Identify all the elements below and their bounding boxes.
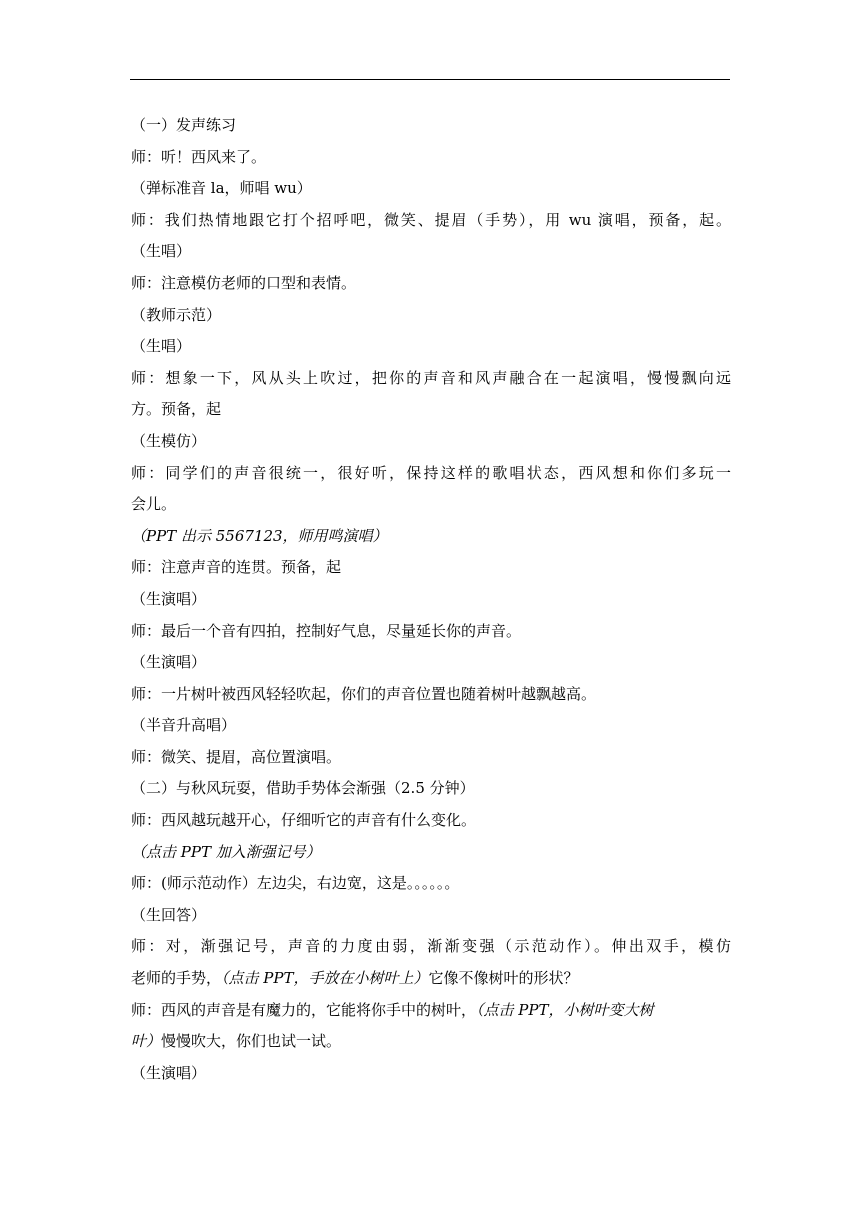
teacher-line: 师：我们热情地跟它打个招呼吧，微笑、提眉（手势），用 wu 演唱，预备，起。 — [131, 210, 731, 229]
teacher-line: 师：(师示范动作）左边尖，右边宽，这是。。。。。。 — [131, 874, 460, 893]
teacher-line: 师：微笑、提眉，高位置演唱。 — [131, 747, 342, 766]
header-rule — [130, 79, 730, 80]
line-text: 师：西风的声音是有魔力的，它能将你手中的树叶， — [131, 1000, 477, 1019]
teacher-line-continued: 方。预备，起 — [131, 400, 222, 419]
line-text: 老师的手势， — [131, 969, 222, 988]
document-body — [131, 110, 731, 1089]
line-text: 慢慢吹大，你们也试一试。 — [161, 1032, 342, 1051]
teacher-line: 师：最后一个音有四拍，控制好气息，尽量延长你的声音。 — [131, 621, 522, 640]
stage-direction: （生回答） — [131, 905, 207, 924]
teacher-line-continued: 会儿。 — [131, 495, 177, 514]
stage-direction-italic: （点击 PPT，手放在小树叶上） — [221, 969, 429, 988]
teacher-line-continued — [131, 1026, 731, 1058]
teacher-line: 师：同学们的声音很统一，很好听，保持这样的歌唱状态，西风想和你们多玩一 — [131, 463, 731, 482]
line-text: 它像不像树叶的形状？ — [428, 969, 579, 988]
section-heading: （二）与秋风玩耍，借助手势体会渐强（2.5 分钟） — [131, 779, 475, 798]
stage-direction: （生演唱） — [131, 1063, 207, 1082]
teacher-line: 师：西风越玩越开心，仔细听它的声音有什么变化。 — [131, 811, 477, 830]
stage-direction: （生唱） — [131, 337, 192, 356]
stage-direction: （生演唱） — [131, 589, 207, 608]
teacher-line: 师：对，渐强记号，声音的力度由弱，渐渐变强（示范动作）。伸出双手，模仿 — [131, 937, 731, 956]
teacher-line: 师：一片树叶被西风轻轻吹起，你们的声音位置也随着树叶越飘越高。 — [131, 684, 597, 703]
stage-direction: （弹标准音 la，师唱 wu） — [131, 179, 312, 198]
stage-direction: （教师示范） — [131, 305, 222, 324]
teacher-line: 师：听！西风来了。 — [131, 147, 267, 166]
teacher-line — [131, 995, 731, 1027]
stage-direction: （生唱） — [131, 242, 192, 261]
teacher-line: 师：想象一下，风从头上吹过，把你的声音和风声融合在一起演唱，慢慢飘向远 — [131, 368, 731, 387]
stage-direction-italic: （点击 PPT 加入渐强记号） — [131, 842, 321, 861]
stage-direction: （生模仿） — [131, 431, 207, 450]
teacher-line-continued — [131, 963, 731, 995]
teacher-line: 师：注意模仿老师的口型和表情。 — [131, 273, 357, 292]
teacher-line: 师：注意声音的连贯。预备，起 — [131, 558, 342, 577]
stage-direction-italic: 叶） — [131, 1032, 162, 1051]
stage-direction-italic: （点击 PPT，小树叶变大树 — [476, 1000, 654, 1019]
stage-direction: （半音升高唱） — [131, 716, 237, 735]
stage-direction: （生演唱） — [131, 653, 207, 672]
section-heading: （一）发声练习 — [131, 116, 237, 134]
stage-direction-italic: （PPT 出示 5567123，师用鸣演唱） — [131, 526, 388, 545]
